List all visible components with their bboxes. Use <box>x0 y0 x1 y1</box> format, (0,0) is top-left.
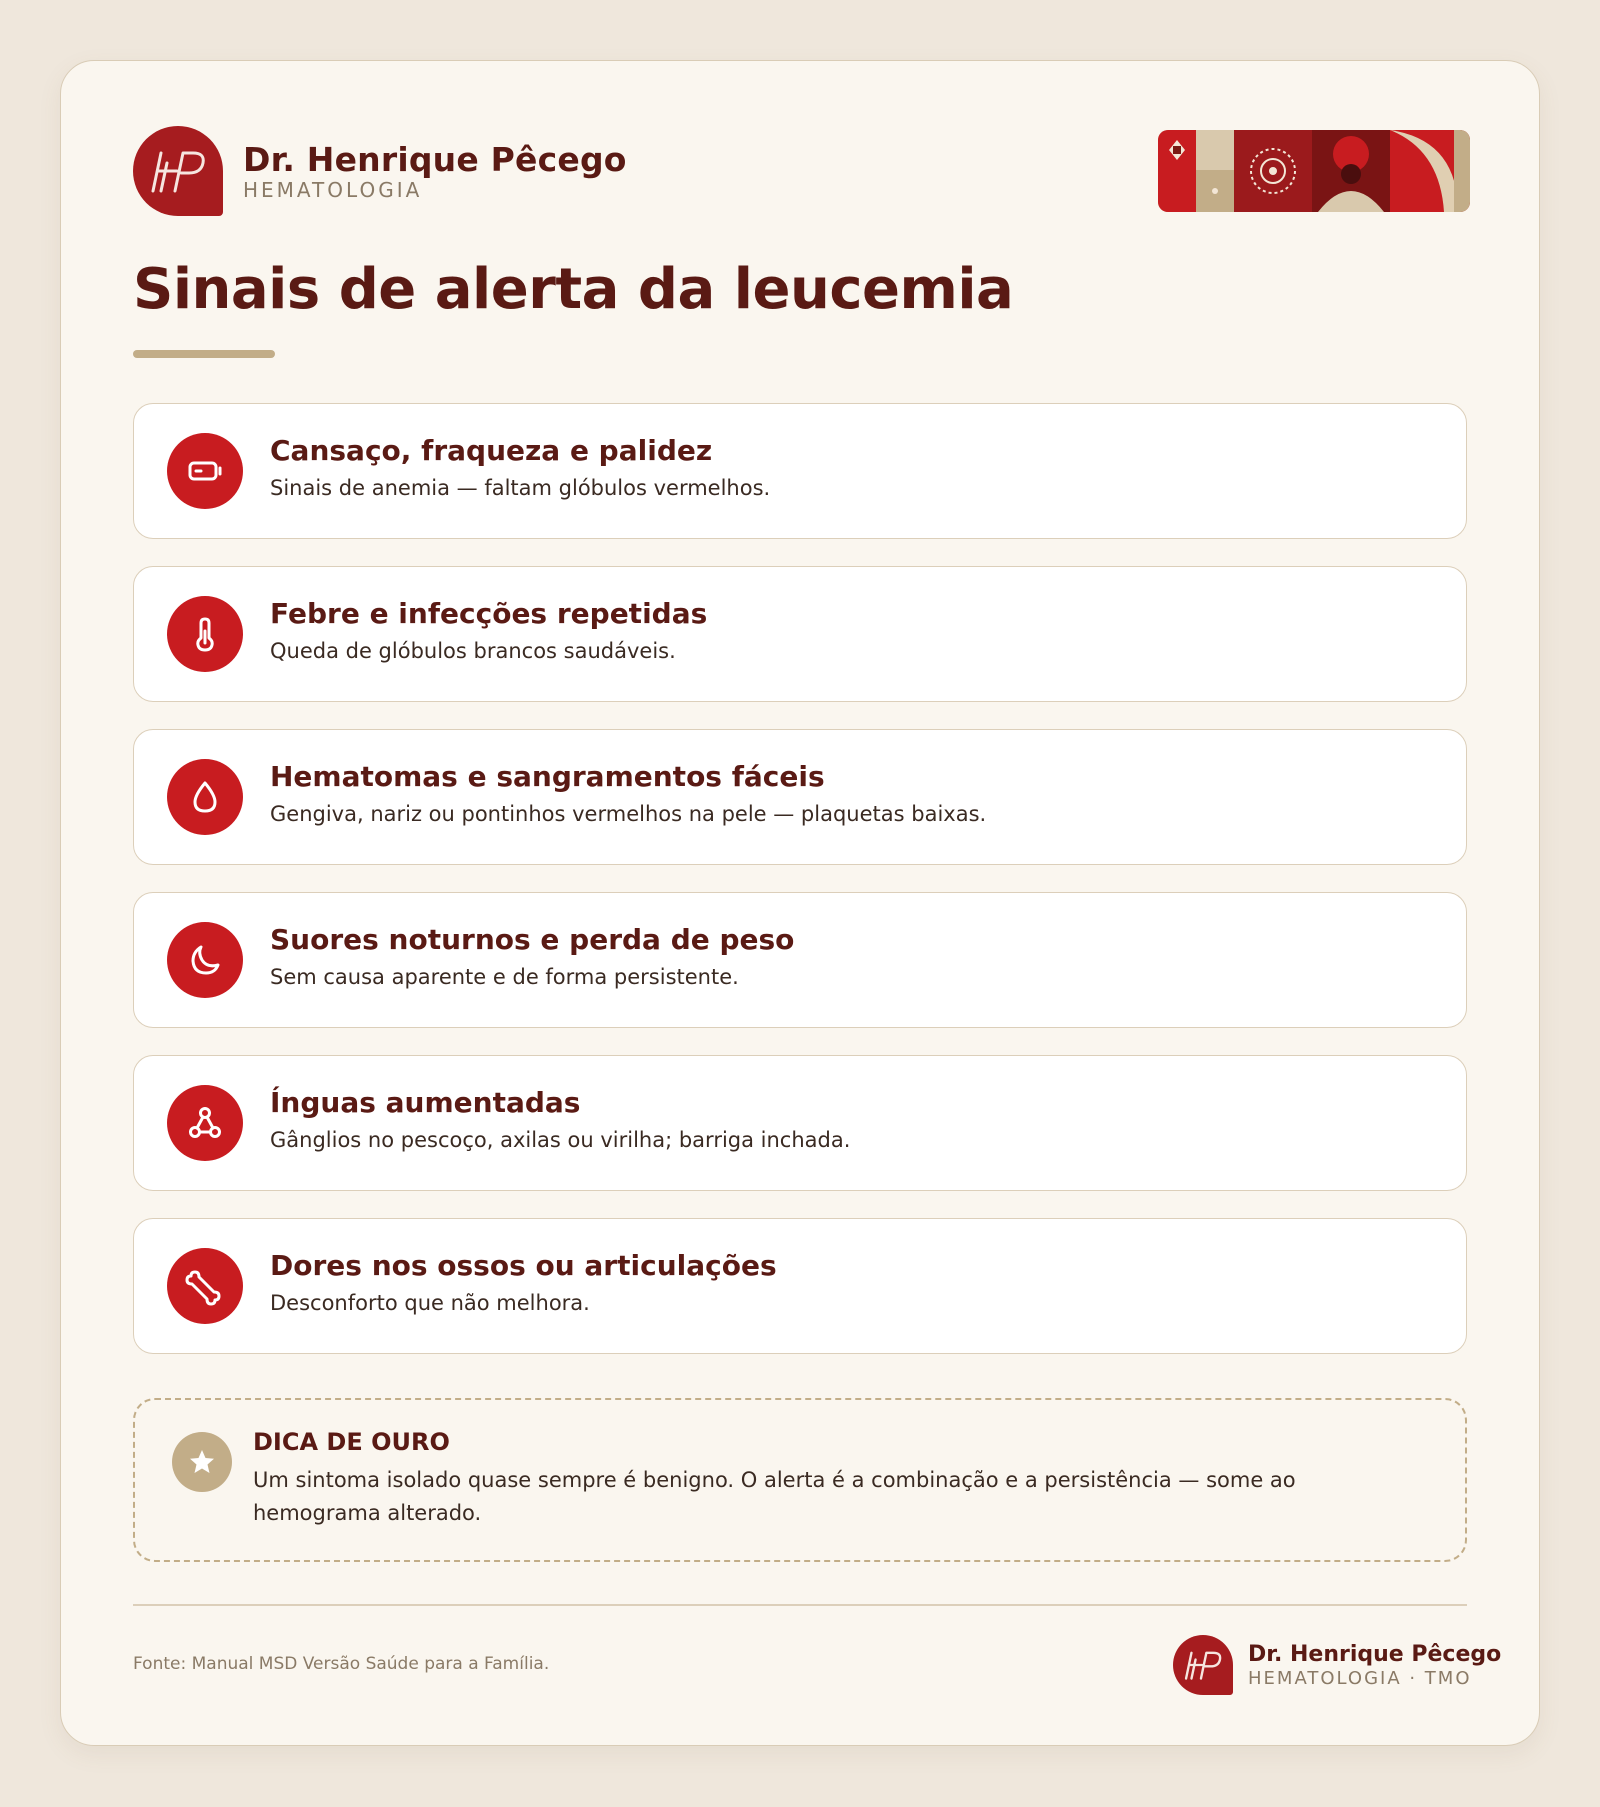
thermometer-icon <box>167 596 243 672</box>
title-underline <box>133 350 275 358</box>
lymph-nodes-icon <box>167 1085 243 1161</box>
item-description: Sinais de anemia — faltam glóbulos vermelhos. <box>270 476 771 500</box>
list-item <box>133 566 1467 702</box>
source-note: Fonte: Manual MSD Versão Saúde para a Família. <box>133 1654 550 1674</box>
footer-divider <box>133 1604 1467 1606</box>
page-title: Sinais de alerta da leucemia <box>133 257 1014 322</box>
blood-drop-icon <box>167 759 243 835</box>
bone-icon <box>167 1248 243 1324</box>
brand-subtitle: HEMATOLOGIA <box>243 178 423 202</box>
item-title: Hematomas e sangramentos fáceis <box>270 760 825 793</box>
list-item <box>133 1055 1467 1191</box>
moon-icon <box>167 922 243 998</box>
footer-brand-name: Dr. Henrique Pêcego <box>1248 1641 1502 1667</box>
tip-title: DICA DE OURO <box>253 1428 450 1456</box>
footer-brand <box>1173 1635 1501 1695</box>
battery-low-icon <box>167 433 243 509</box>
hp-monogram-icon <box>1173 1635 1233 1695</box>
item-description: Gengiva, nariz ou pontinhos vermelhos na pele — plaquetas baixas. <box>270 802 987 826</box>
item-title: Suores noturnos e perda de peso <box>270 923 795 956</box>
item-title: Dores nos ossos ou articulações <box>270 1249 777 1282</box>
list-item <box>133 403 1467 539</box>
item-description: Sem causa aparente e de forma persistente. <box>270 965 739 989</box>
brand-name: Dr. Henrique Pêcego <box>243 140 627 179</box>
item-description: Queda de glóbulos brancos saudáveis. <box>270 639 676 663</box>
list-item <box>133 729 1467 865</box>
item-title: Febre e infecções repetidas <box>270 597 708 630</box>
brand-header <box>133 126 627 216</box>
tip-text: Um sintoma isolado quase sempre é benigno. O alerta é a combinação e a persistência — some ao hemograma alterado. <box>253 1468 1296 1525</box>
decorative-mosaic <box>1158 130 1470 212</box>
list-item <box>133 1218 1467 1354</box>
list-item <box>133 892 1467 1028</box>
star-icon <box>172 1432 232 1492</box>
item-description: Gânglios no pescoço, axilas ou virilha; barriga inchada. <box>270 1128 851 1152</box>
item-title: Cansaço, fraqueza e palidez <box>270 434 713 467</box>
footer-brand-subtitle: HEMATOLOGIA · TMO <box>1248 1667 1472 1689</box>
item-description: Desconforto que não melhora. <box>270 1291 590 1315</box>
hp-monogram-icon <box>133 126 223 216</box>
infographic-card <box>60 60 1540 1746</box>
golden-tip-box <box>133 1398 1467 1562</box>
item-title: Ínguas aumentadas <box>270 1086 581 1119</box>
